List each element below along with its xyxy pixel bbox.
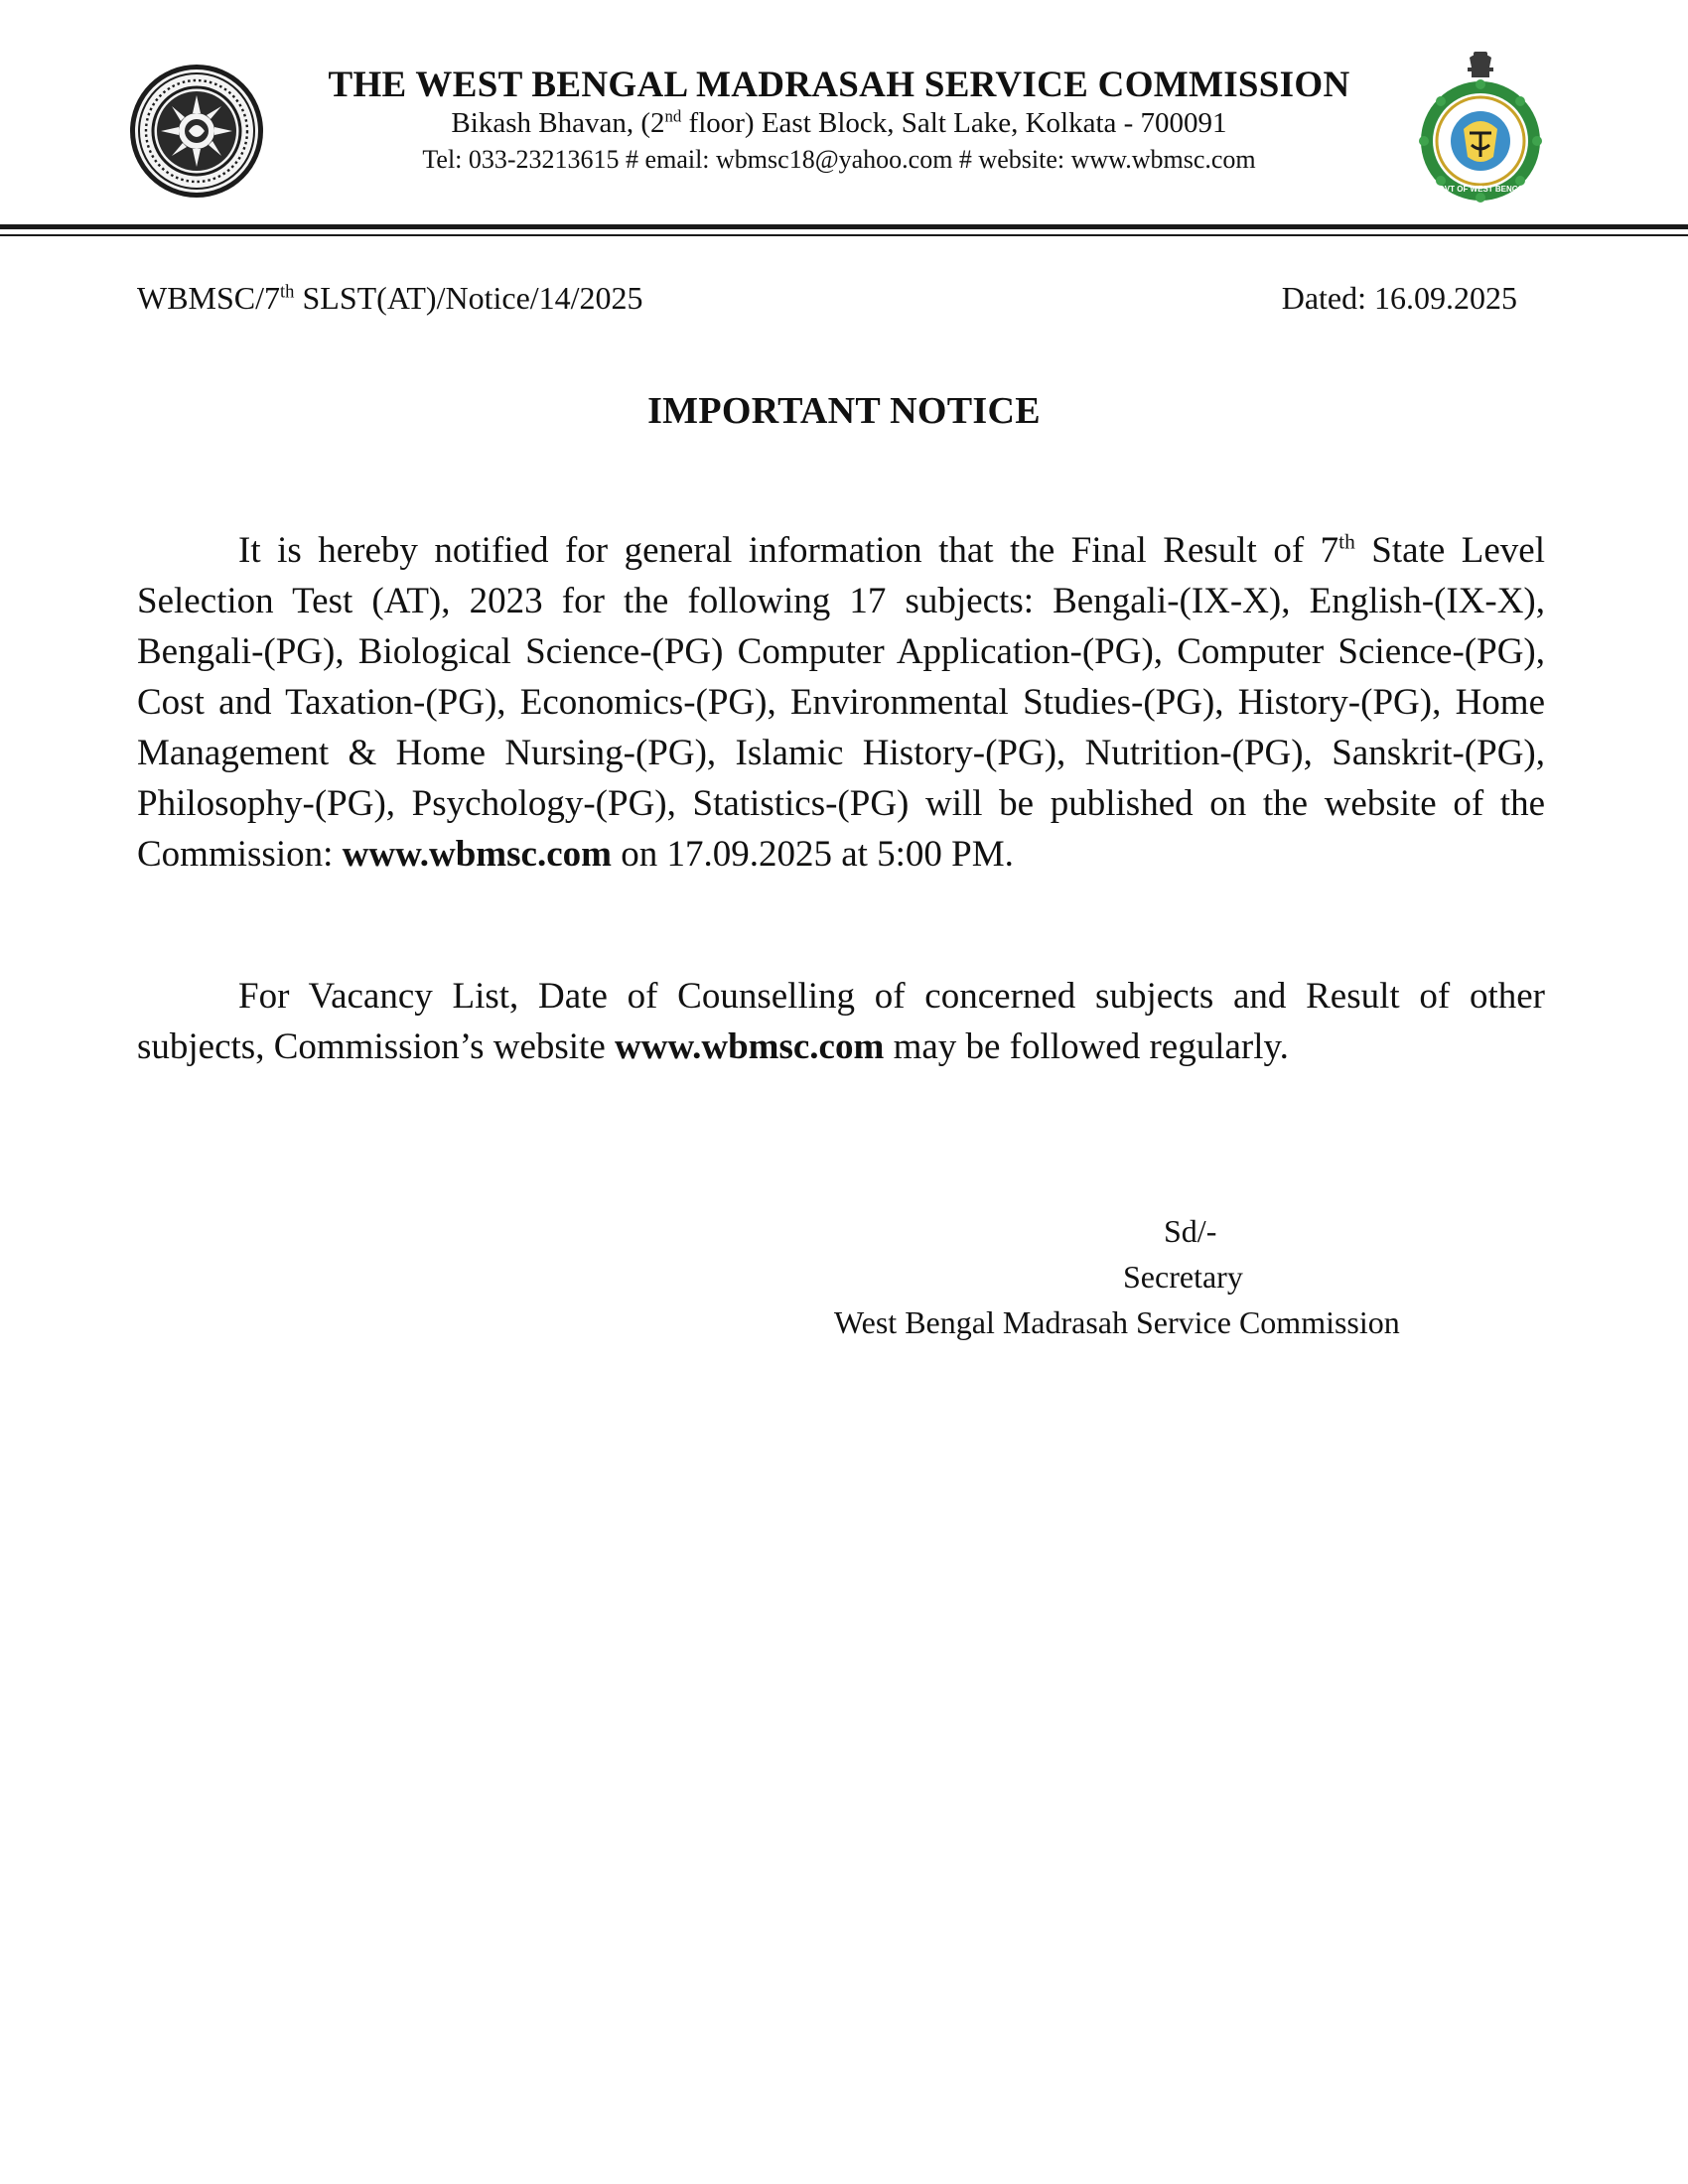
signature-sd: Sd/-: [1164, 1213, 1217, 1249]
govt-west-bengal-emblem-icon: [1414, 50, 1547, 205]
website-link: www.wbmsc.com: [615, 1026, 885, 1067]
notice-heading: IMPORTANT NOTICE: [647, 390, 1041, 432]
organisation-address: Bikash Bhavan, (2nd floor) East Block, Salt Lake, Kolkata - 700091: [451, 106, 1227, 139]
emblem-caption: GOVT OF WEST BENGAL: [1432, 185, 1529, 194]
notice-date: Dated: 16.09.2025: [1281, 280, 1517, 316]
signature-organisation: West Bengal Madrasah Service Commission: [834, 1304, 1400, 1340]
notice-reference-number: WBMSC/7th SLST(AT)/Notice/14/2025: [137, 280, 643, 316]
organisation-contact: Tel: 033-23213615 # email: wbmsc18@yahoo.com # website: www.wbmsc.com: [422, 145, 1256, 174]
website-link: www.wbmsc.com: [342, 834, 612, 875]
signature-designation: Secretary: [1123, 1259, 1243, 1295]
letterhead-rule-thin: [0, 234, 1688, 236]
notice-paragraph-followup: For Vacancy List, Date of Counselling of concerned subjects and Result of other subjects, Commission’s website www.wbmsc.com may be followed regularly.: [137, 976, 1545, 1067]
letterhead-rule-thick: [0, 224, 1688, 229]
organisation-title: THE WEST BENGAL MADRASAH SERVICE COMMISSION: [328, 65, 1350, 105]
notice-paragraph-result: It is hereby notified for general information that the Final Result of 7th State Level Selection Test (AT), 2023 for the following 17 subjects: Bengali-(IX-X), English-(IX-X), Bengali-(PG), Biological Science-(PG) Computer Application-(PG), Computer Science-(PG), Cost and Taxation-(PG), Economics-(PG), Environmental Studies-(PG), History-(PG), Home Management & Home Nursing-(PG), Islamic History-(PG), Nutrition-(PG), Sanskrit-(PG), Philosophy-(PG), Psychology-(PG), Statistics-(PG) will be published on the website of the Commission: www.wbmsc.com on 17.09.2025 at 5:00 PM.: [137, 529, 1545, 875]
madrasah-commission-seal-icon: [127, 62, 266, 201]
